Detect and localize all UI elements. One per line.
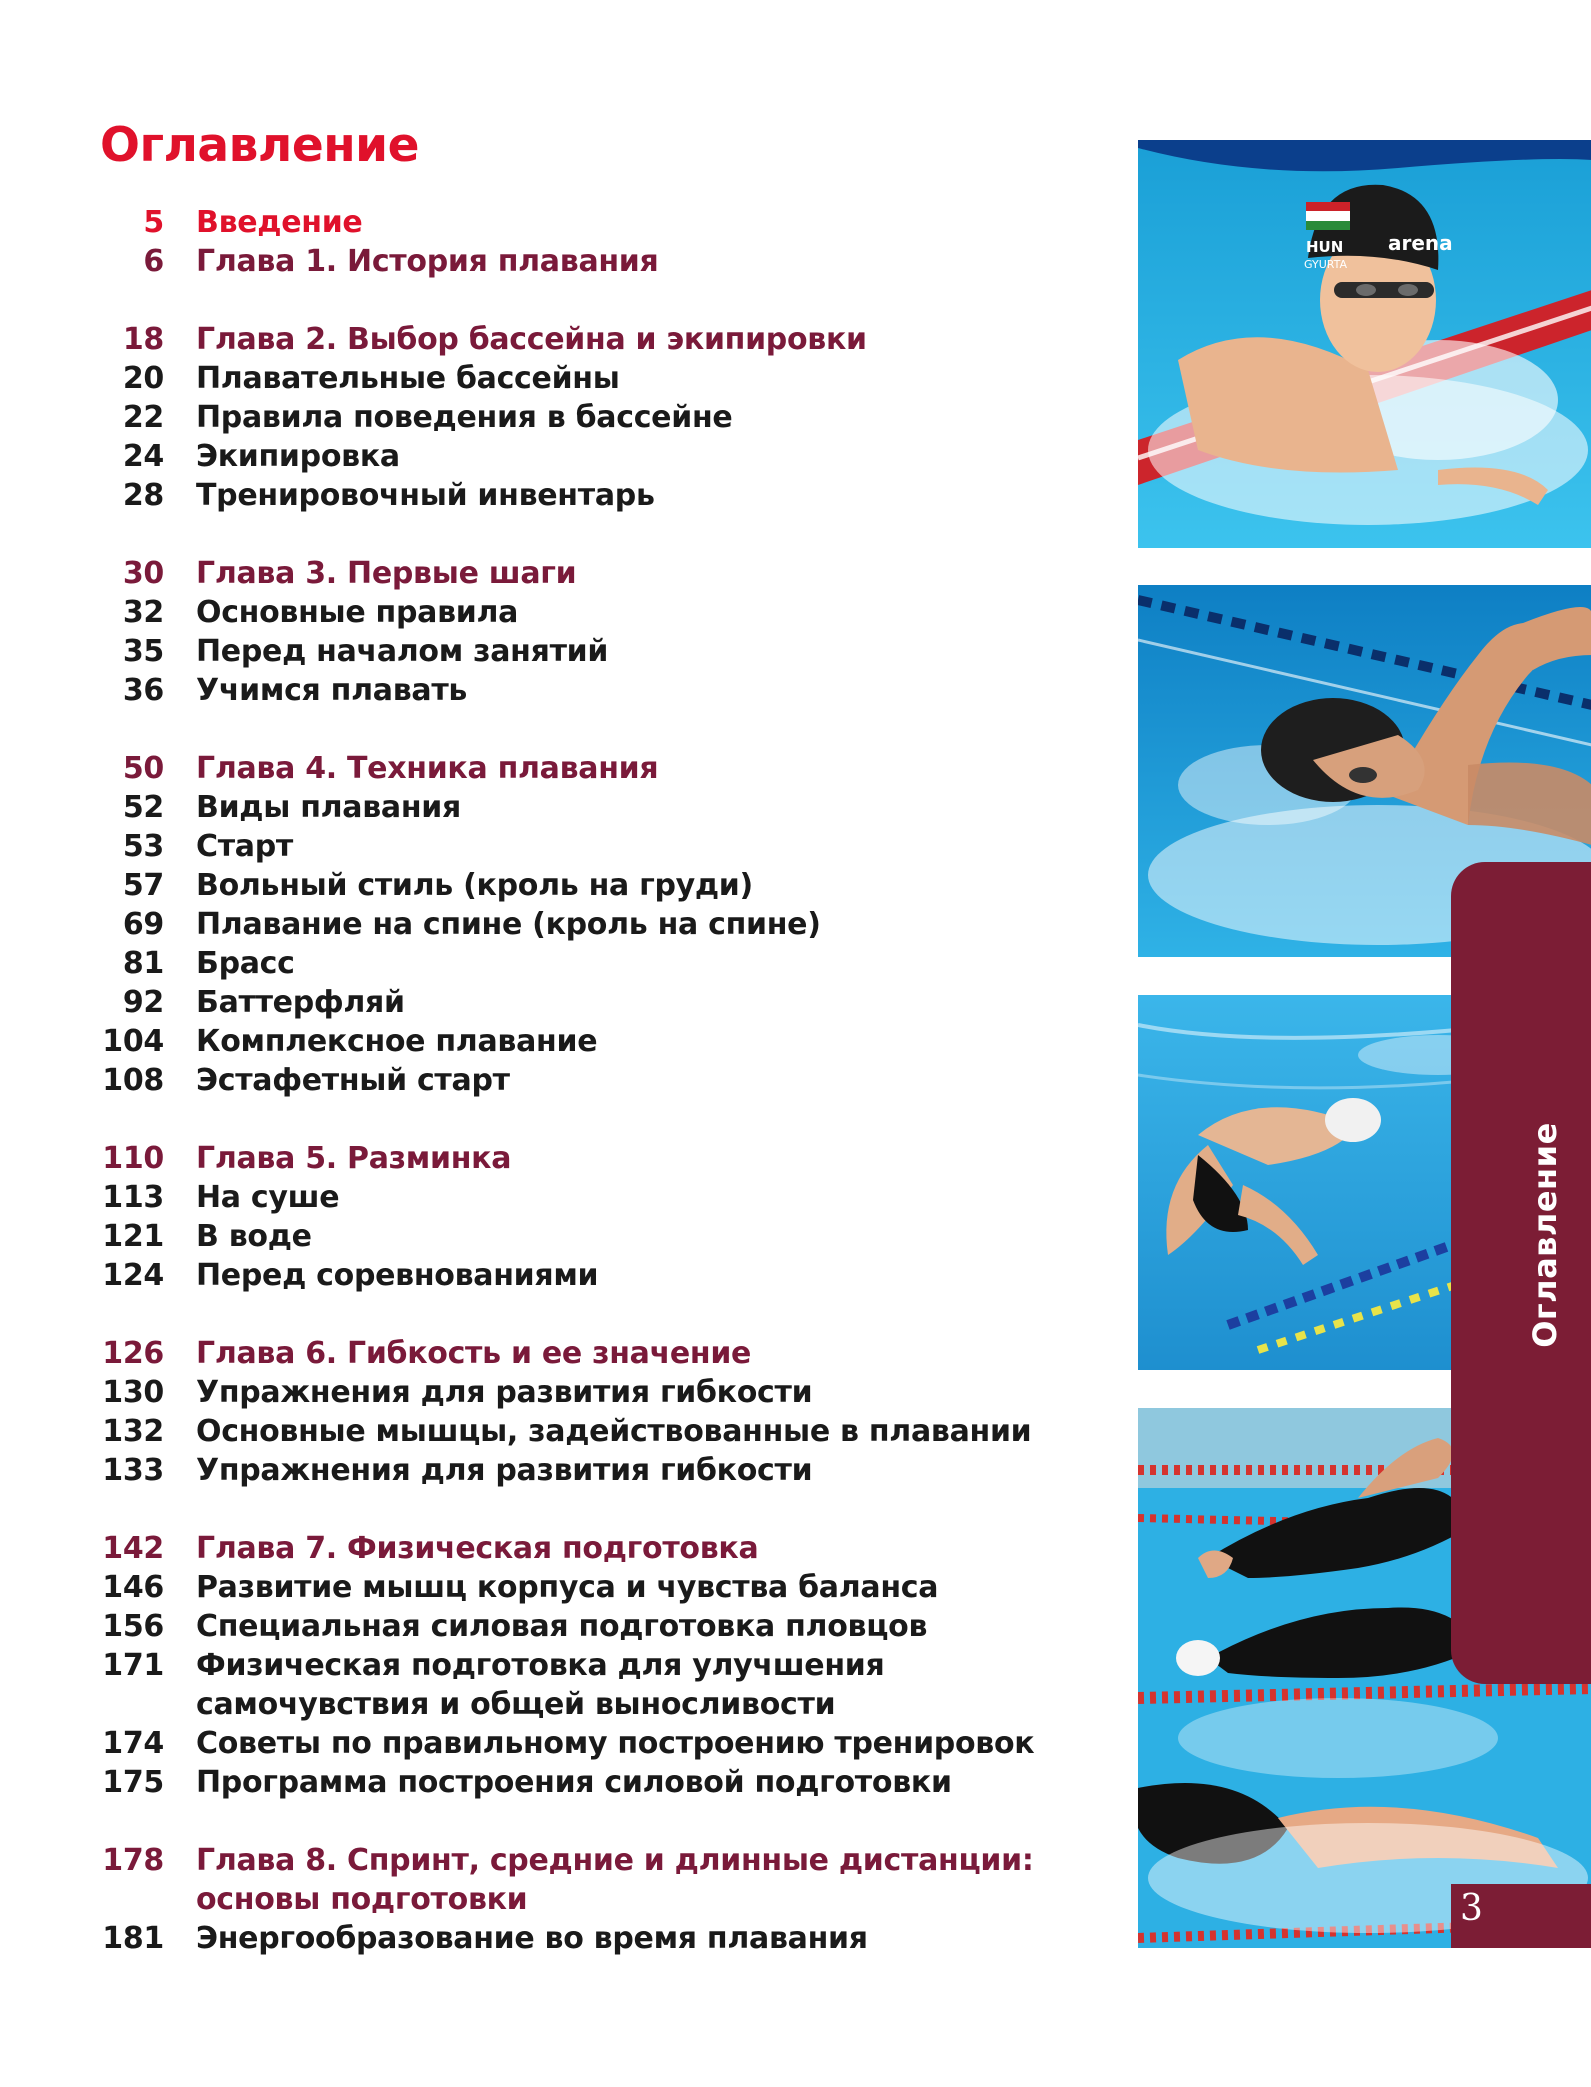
toc-chapter-row xyxy=(80,1334,1100,1373)
toc-entry-label: Брасс xyxy=(196,946,295,981)
toc-row xyxy=(80,827,1100,866)
toc-page-number: 50 xyxy=(122,751,164,786)
side-tab-label: Оглавление xyxy=(1526,1122,1564,1348)
toc-entry-label: Упражнения для развития гибкости xyxy=(196,1375,813,1410)
toc-entry-label: Глава 5. Разминка xyxy=(196,1141,512,1176)
toc-page-number: 36 xyxy=(122,673,164,708)
toc-row xyxy=(80,593,1100,632)
toc-spacer xyxy=(80,1295,1100,1334)
section-side-tab xyxy=(1451,862,1591,1684)
toc-entry-label: Глава 6. Гибкость и ее значение xyxy=(196,1336,752,1371)
toc-chapter-row xyxy=(80,1880,1100,1919)
toc-entry-label: Тренировочный инвентарь xyxy=(196,478,655,513)
toc-entry-label: Программа построения силовой подготовки xyxy=(196,1765,952,1800)
toc-entry-label: Правила поведения в бассейне xyxy=(196,400,733,435)
toc-row xyxy=(80,1607,1100,1646)
toc-row xyxy=(80,983,1100,1022)
toc-row xyxy=(80,1763,1100,1802)
toc-page-number: 92 xyxy=(122,985,164,1020)
toc-entry-label: Экипировка xyxy=(196,439,400,474)
toc-entry-label: Развитие мышц корпуса и чувства баланса xyxy=(196,1570,939,1605)
toc-entry-label: Глава 8. Спринт, средние и длинные дистанции: xyxy=(196,1843,1034,1878)
toc-row xyxy=(80,944,1100,983)
cap-name-text: GYURTA xyxy=(1304,258,1347,271)
toc-page-number: 30 xyxy=(122,556,164,591)
toc-page-number: 81 xyxy=(122,946,164,981)
toc-page-number: 22 xyxy=(122,400,164,435)
toc-entry-label: Глава 7. Физическая подготовка xyxy=(196,1531,759,1566)
toc-page-number: 57 xyxy=(122,868,164,903)
toc-page-number: 52 xyxy=(122,790,164,825)
toc-entry-label: Специальная силовая подготовка пловцов xyxy=(196,1609,928,1644)
toc-page-number: 113 xyxy=(102,1180,164,1215)
toc-row xyxy=(80,1022,1100,1061)
photo-breaststroke-swimmer xyxy=(1138,140,1591,548)
toc-row xyxy=(80,476,1100,515)
toc-spacer xyxy=(80,515,1100,554)
toc-entry-label: Физическая подготовка для улучшения xyxy=(196,1648,885,1683)
toc-row xyxy=(80,632,1100,671)
toc-chapter-row xyxy=(80,1139,1100,1178)
toc-entry-label: Плавательные бассейны xyxy=(196,361,620,396)
toc-page-number: 121 xyxy=(102,1219,164,1254)
toc-entry-label: Глава 2. Выбор бассейна и экипировки xyxy=(196,322,867,357)
toc-page-number xyxy=(80,1880,164,1919)
toc-row xyxy=(80,671,1100,710)
toc-page-number: 28 xyxy=(122,478,164,513)
toc-row xyxy=(80,905,1100,944)
page-title: Оглавление xyxy=(100,118,419,173)
toc-page-number: 132 xyxy=(102,1414,164,1449)
toc-page-number: 156 xyxy=(102,1609,164,1644)
toc-row xyxy=(80,1685,1100,1724)
toc-page-number: 18 xyxy=(122,322,164,357)
toc-page-number: 6 xyxy=(143,244,164,279)
toc-row xyxy=(80,1724,1100,1763)
toc-entry-label: В воде xyxy=(196,1219,312,1254)
toc-page-number: 110 xyxy=(102,1141,164,1176)
cap-country-text: HUN xyxy=(1306,238,1344,256)
toc-row xyxy=(80,1217,1100,1256)
toc-entry-label: Перед соревнованиями xyxy=(196,1258,599,1293)
toc-chapter-row xyxy=(80,1841,1100,1880)
toc-spacer xyxy=(80,1490,1100,1529)
toc-entry-label: Глава 3. Первые шаги xyxy=(196,556,577,591)
toc-page-number: 5 xyxy=(143,205,164,240)
toc-page-number: 53 xyxy=(122,829,164,864)
toc-row xyxy=(80,1919,1100,1958)
toc-entry-label: На суше xyxy=(196,1180,340,1215)
toc-page-number xyxy=(80,1685,164,1724)
toc-row xyxy=(80,788,1100,827)
toc-entry-label: Основные мышцы, задействованные в плавании xyxy=(196,1414,1032,1449)
toc-row xyxy=(80,1256,1100,1295)
toc-page-number: 35 xyxy=(122,634,164,669)
toc-page-number: 32 xyxy=(122,595,164,630)
table-of-contents xyxy=(80,203,1100,1958)
toc-entry-label: Советы по правильному построению тренировок xyxy=(196,1726,1035,1761)
toc-row xyxy=(80,866,1100,905)
toc-row xyxy=(80,398,1100,437)
toc-row xyxy=(80,1373,1100,1412)
toc-chapter-row xyxy=(80,554,1100,593)
toc-chapter-row xyxy=(80,1529,1100,1568)
toc-entry-label: Старт xyxy=(196,829,294,864)
toc-row xyxy=(80,1451,1100,1490)
toc-page-number: 24 xyxy=(122,439,164,474)
toc-spacer xyxy=(80,281,1100,320)
toc-page-number: 175 xyxy=(102,1765,164,1800)
toc-entry-label: Комплексное плавание xyxy=(196,1024,598,1059)
toc-entry-label: Перед началом занятий xyxy=(196,634,609,669)
toc-entry-label: Эстафетный старт xyxy=(196,1063,510,1098)
toc-chapter-row xyxy=(80,242,1100,281)
toc-page-number: 181 xyxy=(102,1921,164,1956)
toc-entry-label: Упражнения для развития гибкости xyxy=(196,1453,813,1488)
toc-row xyxy=(80,437,1100,476)
toc-entry-label: Вольный стиль (кроль на груди) xyxy=(196,868,753,903)
toc-entry-label: Основные правила xyxy=(196,595,519,630)
toc-chapter-row xyxy=(80,320,1100,359)
toc-chapter-row xyxy=(80,749,1100,788)
toc-spacer xyxy=(80,1100,1100,1139)
toc-page-number: 69 xyxy=(122,907,164,942)
toc-row xyxy=(80,203,1100,242)
toc-page-number: 171 xyxy=(102,1648,164,1683)
toc-page-number: 124 xyxy=(102,1258,164,1293)
toc-spacer xyxy=(80,1802,1100,1841)
toc-page-number: 104 xyxy=(102,1024,164,1059)
toc-entry-label: Баттерфляй xyxy=(196,985,405,1020)
toc-entry-label: Виды плавания xyxy=(196,790,461,825)
toc-page-number: 178 xyxy=(102,1843,164,1878)
toc-row xyxy=(80,1178,1100,1217)
toc-entry-label: основы подготовки xyxy=(196,1882,528,1917)
toc-page-number: 146 xyxy=(102,1570,164,1605)
toc-row xyxy=(80,359,1100,398)
toc-entry-label: Учимся плавать xyxy=(196,673,468,708)
toc-entry-label: самочувствия и общей выносливости xyxy=(196,1687,836,1722)
toc-page-number: 174 xyxy=(102,1726,164,1761)
toc-entry-label: Глава 4. Техника плавания xyxy=(196,751,659,786)
page-number: 3 xyxy=(1460,1888,1483,1929)
toc-entry-label: Введение xyxy=(196,205,363,240)
toc-page-number: 130 xyxy=(102,1375,164,1410)
toc-entry-label: Энергообразование во время плавания xyxy=(196,1921,868,1956)
toc-page-number: 126 xyxy=(102,1336,164,1371)
toc-page-number: 142 xyxy=(102,1531,164,1566)
toc-page-number: 108 xyxy=(102,1063,164,1098)
toc-spacer xyxy=(80,710,1100,749)
toc-entry-label: Глава 1. История плавания xyxy=(196,244,659,279)
toc-row xyxy=(80,1568,1100,1607)
toc-entry-label: Плавание на спине (кроль на спине) xyxy=(196,907,821,942)
cap-brand-text: arena xyxy=(1388,231,1453,255)
toc-row xyxy=(80,1646,1100,1685)
toc-row xyxy=(80,1412,1100,1451)
toc-page-number: 20 xyxy=(122,361,164,396)
toc-row xyxy=(80,1061,1100,1100)
toc-page-number: 133 xyxy=(102,1453,164,1488)
